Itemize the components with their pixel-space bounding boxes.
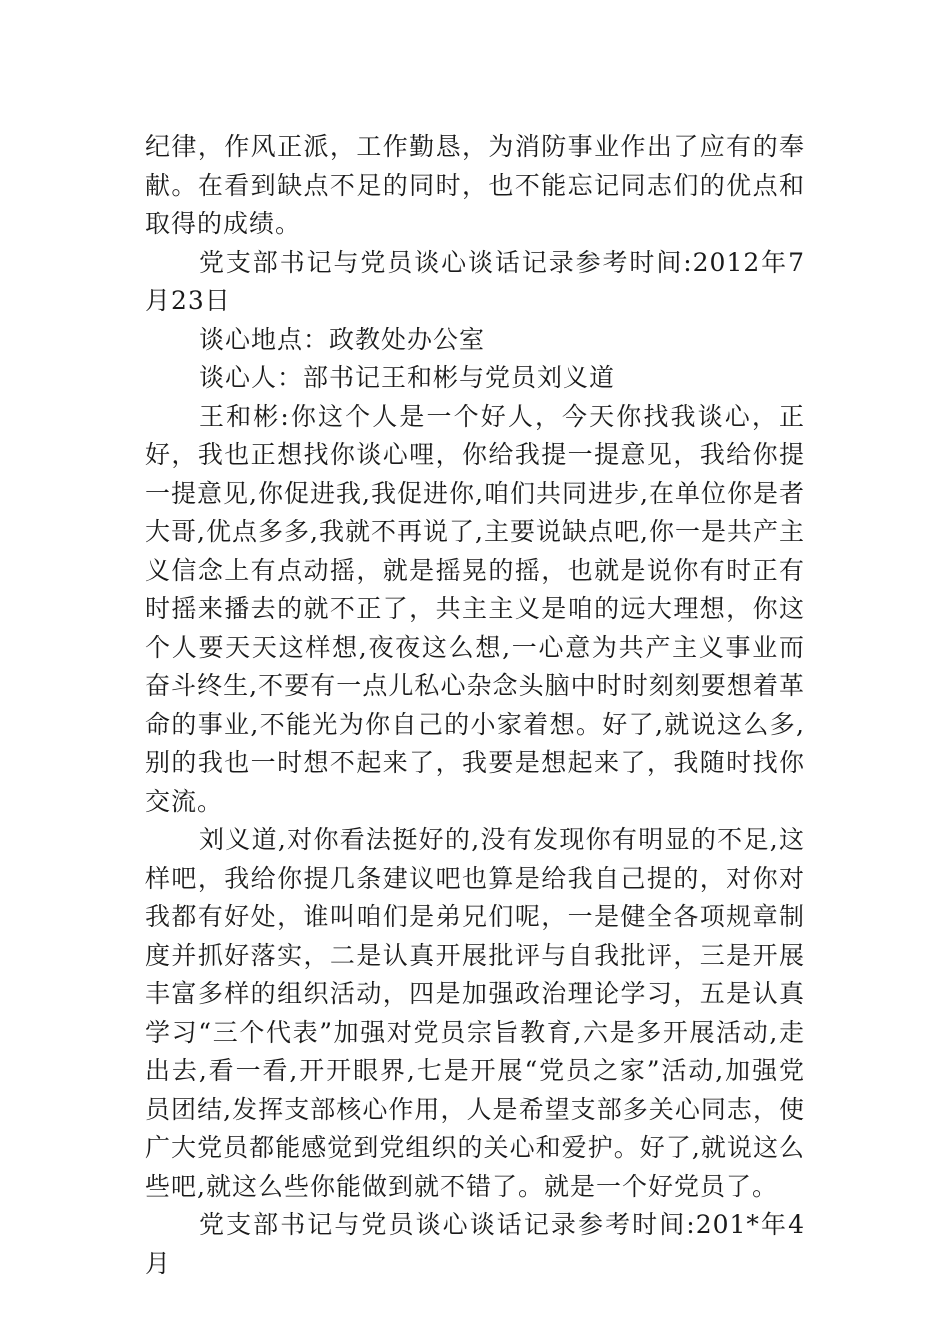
paragraph-1: 纪律，作风正派，工作勤恳，为消防事业作出了应有的奉献。在看到缺点不足的同时，也不能忘记同志们的优点和取得的成绩。 [145, 132, 805, 238]
document-body [145, 128, 805, 1283]
paragraph-5-wang-hebin-remarks: 王和彬:你这个人是一个好人，今天你找我谈心，正好，我也正想找你谈心哩，你给我提一提意见，我给你提一提意见,你促进我,我促进你,咱们共同进步,在单位你是者大哥,优点多多,我就不再说了,主要说缺点吧,你一是共产主义信念上有点动摇，就是摇晃的摇，也就是说你有时正有时摇来播去的就不正了，共主主义是咱的远大理想，你这个人要天天这样想,夜夜这么想,一心意为共产主义事业而奋斗终生,不要有一点儿私心杂念头脑中时时刻刻要想着革命的事业,不能光为你自己的小家着想。好了,就说这么多,别的我也一时想不起来了，我要是想起来了，我随时找你交流。 [145, 401, 805, 816]
paragraph-6-liu-yidao-remarks: 刘义道,对你看法挺好的,没有发现你有明显的不足,这样吧，我给你提几条建议吧也算是给我自己提的，对你对我都有好处，谁叫咱们是弟兄们呢，一是健全各项规章制度并抓好落实，二是认真开展批评与自我批评，三是开展丰富多样的组织活动，四是加强政治理论学习，五是认真学习“三个代表”加强对党员宗旨教育,六是多开展活动,走出去,看一看,开开眼界,七是开展“党员之家”活动,加强党员团结,发挥支部核心作用，人是希望支部多关心同志，使广大党员都能感觉到党组织的关心和爱护。好了,就说这么些吧,就这么些你能做到就不错了。就是一个好党员了。 [145, 825, 805, 1201]
paragraph-2-record-heading: 党支部书记与党员谈心谈话记录参考时间:2012年7月23日 [145, 247, 805, 315]
paragraph-3-location: 谈心地点：政教处办公室 [199, 324, 486, 354]
paragraph-4-participants: 谈心人：部书记王和彬与党员刘义道 [199, 363, 616, 392]
paragraph-7-record-heading: 党支部书记与党员谈心谈话记录参考时间:201*年4月 [145, 1210, 805, 1278]
